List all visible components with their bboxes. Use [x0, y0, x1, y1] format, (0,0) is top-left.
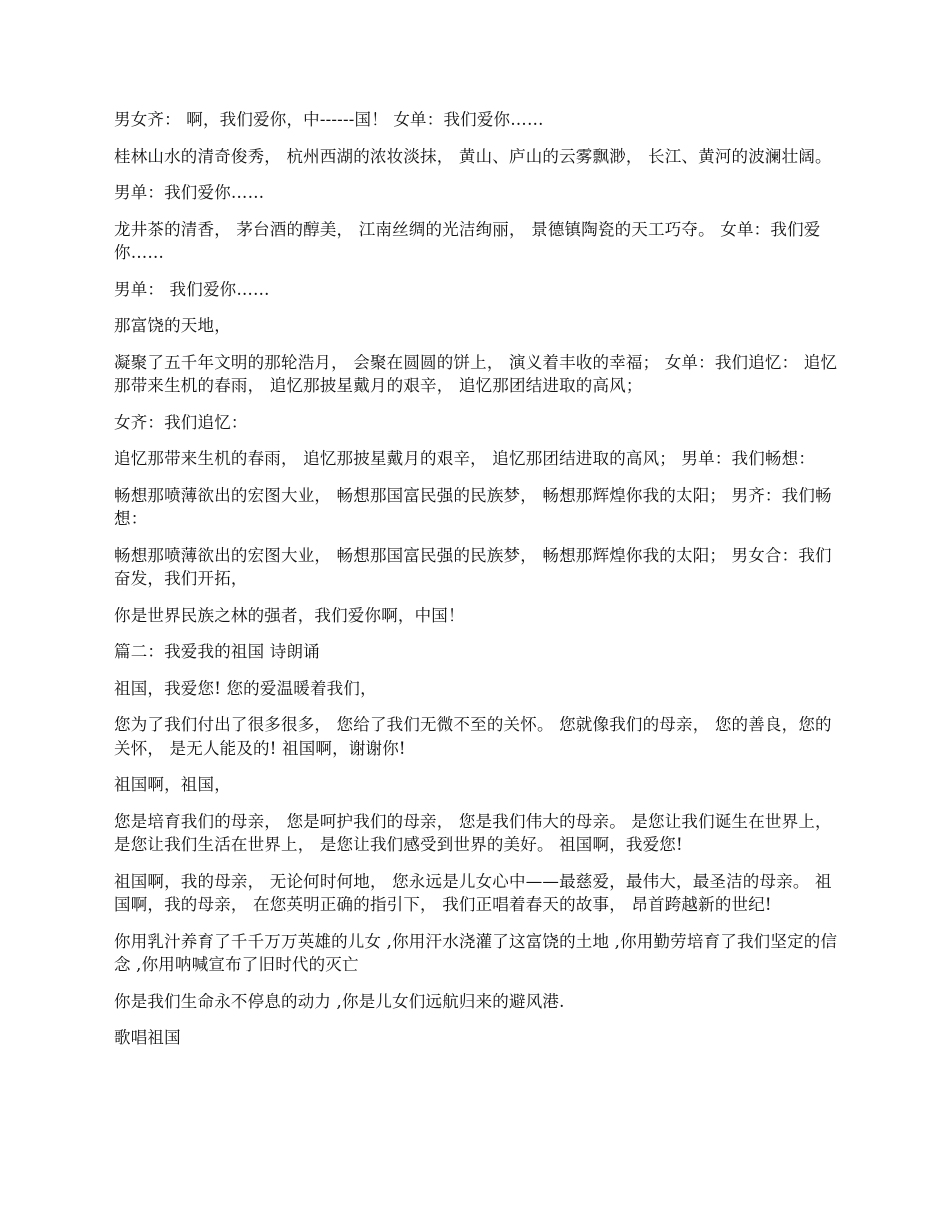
- paragraph: 桂林山水的清奇俊秀， 杭州西湖的浓妆淡抹， 黄山、庐山的云雾飘渺， 长江、黄河的波澜壮阔。: [114, 146, 832, 166]
- paragraph: 女齐：我们追忆：: [114, 412, 248, 432]
- paragraph: 男单：我们爱你……: [114, 183, 265, 202]
- paragraph: 祖国啊，我的母亲， 无论何时何地， 您永远是儿女心中——最慈爱，最伟大，最圣洁的母亲。 祖国啊，我的母亲， 在您英明正确的指引下， 我们正唱着春天的故事， 昂首跨越新的世纪!: [114, 871, 832, 914]
- document-body: [114, 108, 840, 1063]
- paragraph: 祖国啊，祖国，: [114, 775, 231, 794]
- paragraph: 您是培育我们的母亲， 您是呵护我们的母亲， 您是我们伟大的母亲。 是您让我们诞生在世界上， 是您让我们生活在世界上， 是您让我们感受到世界的美好。 祖国啊，我爱您!: [114, 811, 832, 854]
- paragraph: 畅想那喷薄欲出的宏图大业， 畅想那国富民强的民族梦， 畅想那辉煌你我的太阳； 男女合：我们奋发，我们开拓，: [114, 545, 832, 588]
- paragraph: 你用乳汁养育了千千万万英雄的儿女 ,你用汗水浇灌了这富饶的土地 ,你用勤劳培育了我们坚定的信念 ,你用呐喊宣布了旧时代的灭亡: [114, 931, 838, 974]
- paragraph: 祖国，我爱您! 您的爱温暖着我们，: [114, 678, 377, 698]
- paragraph: 您为了我们付出了很多很多， 您给了我们无微不至的关怀。 您就像我们的母亲， 您的善良，您的关怀， 是无人能及的! 祖国啊，谢谢你!: [114, 715, 832, 758]
- paragraph: 歌唱祖国: [114, 1028, 181, 1047]
- paragraph: 凝聚了五千年文明的那轮浩月， 会聚在圆圆的饼上， 演义着丰收的幸福； 女单：我们追忆： 追忆那带来生机的春雨， 追忆那披星戴月的艰辛， 追忆那团结进取的高风；: [114, 352, 838, 395]
- paragraph: 男单： 我们爱你……: [114, 279, 270, 299]
- paragraph: 那富饶的天地，: [114, 316, 231, 335]
- paragraph: 你是我们生命永不停息的动力 ,你是儿女们远航归来的避风港.: [114, 991, 565, 1011]
- paragraph: 追忆那带来生机的春雨， 追忆那披星戴月的艰辛， 追忆那团结进取的高风； 男单：我们畅想：: [114, 449, 816, 468]
- paragraph: 你是世界民族之林的强者，我们爱你啊，中国！: [114, 605, 465, 625]
- paragraph: 畅想那喷薄欲出的宏图大业， 畅想那国富民强的民族梦， 畅想那辉煌你我的太阳； 男齐：我们畅想：: [114, 485, 832, 528]
- paragraph: 男女齐： 啊，我们爱你，中------国！ 女单：我们爱你……: [114, 110, 544, 129]
- paragraph: 龙井茶的清香， 茅台酒的醇美， 江南丝绸的光洁绚丽， 景德镇陶瓷的天工巧夺。 女单：我们爱你……: [114, 219, 821, 262]
- section-heading: 篇二：我爱我的祖国 诗朗诵: [114, 642, 320, 661]
